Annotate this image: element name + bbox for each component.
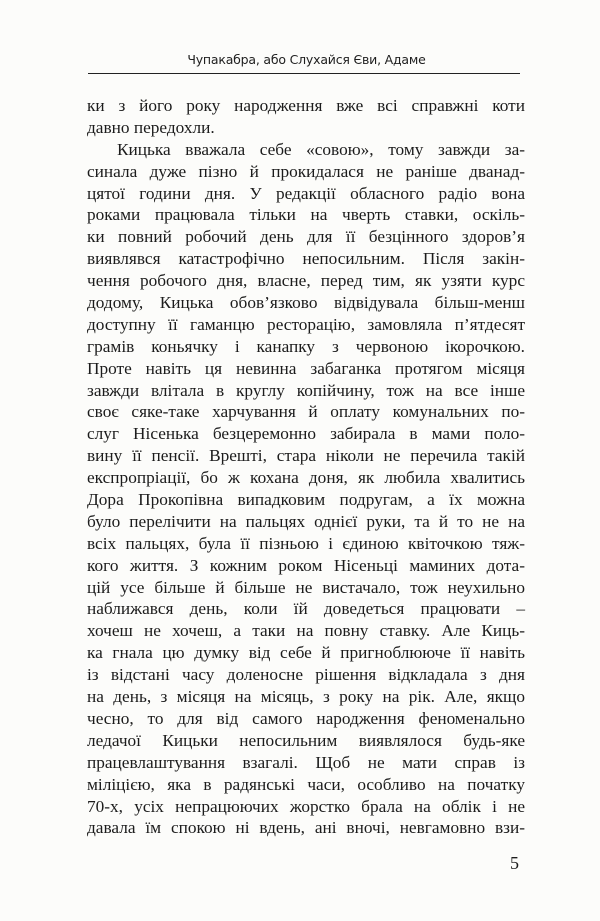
text-line: Дора Прокопівна випадковим подругам, а їх можна	[87, 490, 525, 510]
text-line: було перелічити на пальцях однієї руки, та й то не на	[87, 511, 525, 531]
text-line: міліцією, яка в радянські часи, особливо на початку	[87, 774, 525, 794]
header-rule	[88, 73, 520, 74]
text-line: роками працювала тільки на чверть ставки, оскіль-	[87, 205, 525, 225]
text-line: цятої години дня. У редакції обласного радіо вона	[87, 183, 525, 203]
text-line: 70-х, усіх непрацюючих жорстко брала на облік і не	[87, 796, 525, 816]
text-line: вину її пенсії. Врешті, стара ніколи не перечила такій	[87, 446, 525, 466]
text-line: слуг Нісенька безцеремонно забирала в мами поло-	[87, 424, 525, 444]
text-line: Кицька вважала себе «совою», тому завжди за-	[117, 139, 525, 159]
text-line: на день, з місяця на місяць, з року на рік. Але, якщо	[87, 687, 525, 707]
text-line: своє сяке-таке харчування й оплату комунальних по-	[87, 402, 525, 422]
text-line: наближався день, коли їй доведеться працювати –	[87, 599, 525, 619]
text-line: кого життя. З кожним роком Нісеньці маминих дота-	[87, 555, 525, 575]
text-line: Проте навіть ця невинна забаганка протягом місяця	[87, 358, 525, 378]
text-line: доступну її гаманцю ресторацію, замовляла п’ятдесят	[87, 314, 525, 334]
text-line: всіх пальцях, була її пізньою і єдиною квіточкою тяж-	[87, 533, 525, 553]
text-line: виявлявся катастрофічно непосильним. Після закін-	[87, 249, 525, 269]
text-line: синала дуже пізно й прокидалася не раніше дванад-	[87, 161, 525, 181]
text-line: експропріації, бо ж кохана доня, як любила хвалитись	[87, 468, 525, 488]
text-line: давала їм спокою ні вдень, ані вночі, невгамовно взи-	[87, 818, 525, 838]
body-text	[87, 95, 525, 839]
text-line: ки повний робочий день для її безцінного здоров’я	[87, 227, 525, 247]
text-line: ка гнала цю думку від себе й пригноблююче її навіть	[87, 643, 525, 663]
text-line: працевлаштування взагалі. Щоб не мати справ із	[87, 752, 525, 772]
text-line: чення робочого дня, власне, перед тим, як узяти курс	[87, 271, 525, 291]
text-line: додому, Кицька обов’язково відвідувала більш-менш	[87, 293, 525, 313]
page-number: 5	[510, 853, 519, 873]
text-line: чесно, то для від самого народження феноменально	[87, 708, 525, 728]
text-line: ледачої Кицьки непосильним виявлялося будь-яке	[87, 730, 525, 750]
text-line: хочеш не хочеш, а таки на повну ставку. Але Киць-	[87, 621, 525, 641]
text-line: грамів коньячку і канапку з червоною ікорочкою.	[87, 336, 525, 356]
text-line: давно передохли.	[87, 117, 215, 137]
text-line: цій усе більше й більше не вистачало, тож неухильно	[87, 577, 525, 597]
text-line: ки з його року народження вже всі справжні коти	[87, 96, 525, 115]
text-line: завжди влітала в круглу копійчину, тож на все інше	[87, 380, 525, 400]
running-header: Чупакабра, або Слухайся Єви, Адаме	[187, 52, 426, 67]
text-line: із відстані часу доленосне рішення відкладала з дня	[87, 665, 525, 685]
